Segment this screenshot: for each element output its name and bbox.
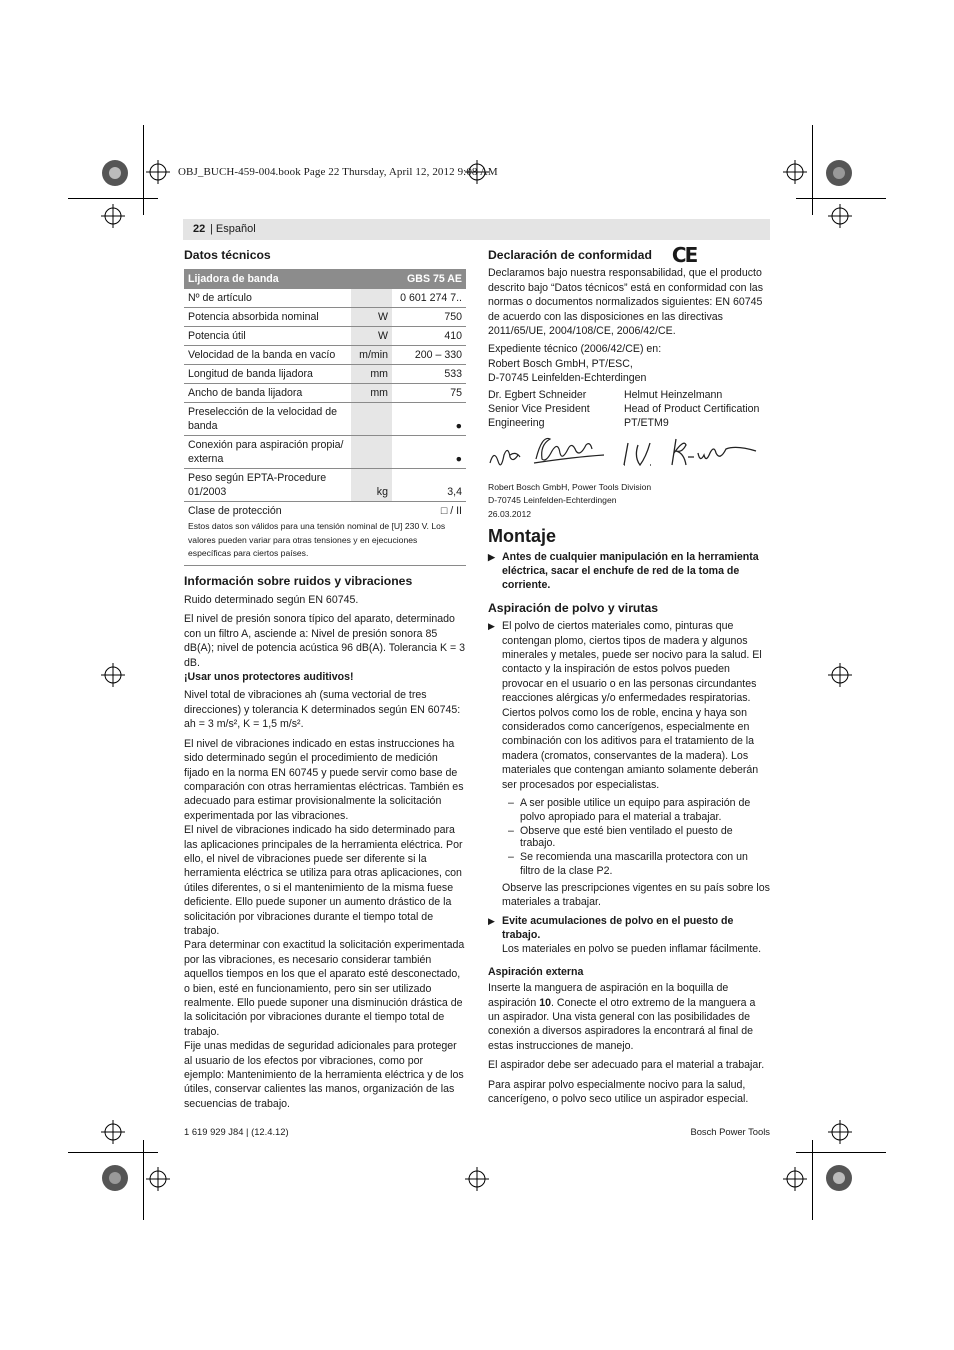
asp-warning: ▶ Evite acumulaciones de polvo en el puesto de trabajo. Los materiales en polvo se pueden inflamar fácilmente. (488, 914, 762, 956)
noise-paragraph: El nivel de vibraciones indicado en estas instrucciones ha sido determinado según el procedimiento de medición fijado en la norma EN 60745 y puede servir como base de comparación con otras herramientas eléctricas. También es adecuado para estimar provisionalmente la solicitación experimentada por las vibraciones. (184, 737, 464, 822)
noise-paragraph: Nivel total de vibraciones ah (suma vectorial de tres direcciones) y tolerancia K determinados según EN 60745: (184, 689, 461, 716)
table-row: Conexión para aspiración propia/ externa ● (184, 436, 466, 469)
company-line: D-70745 Leinfelden-Echterdingen (488, 495, 617, 506)
asp-bullet: ▶ El polvo de ciertos materiales como, pinturas que contengan plomo, ciertos tipos de madera y algunos minerales y metales, puede ser nocivo para la salud. El contacto y la inspiración de estos polvos pueden provocar en el usuario o en las personas circundantes reacciones alérgicas y/o enfermedades respiratorias. Ciertos polvos como los de roble, encina y haya son considerados como cancerígenos, especialmente en combinación con los aditivos para el tratamiento de la madera (cromatos, conservantes de la madera). Los materiales que contengan amianto solamente deberán ser procesados por especialistas. (488, 620, 762, 791)
spec-table-header (184, 269, 466, 289)
decl-line: Robert Bosch GmbH, PT/ESC, (488, 357, 633, 370)
signatory-2: Helmut Heinzelmann Head of Product Certification PT/ETM9 (624, 388, 760, 430)
noise-warning: ¡Usar unos protectores auditivos! (184, 671, 354, 684)
crosshair-icon (828, 204, 852, 228)
noise-paragraph: Fije unas medidas de seguridad adicionales para proteger al usuario de los efectos por vibraciones, como por ejemplo: Mantenimiento de la herramienta eléctrica y de los útiles, conservar calientes las manos, organización de las secuencias de trabajo. (184, 1040, 464, 1110)
decl-line: D-70745 Leinfelden-Echterdingen (488, 372, 647, 385)
table-note: Estos datos son válidos para una tensión nominal de [U] 230 V. Los valores pueden variar para otras tensiones y en ejecuciones específicas para ciertos países. (184, 520, 466, 565)
triangle-bullet-icon: ▶ (488, 551, 495, 562)
table-row: Clase de protección □ / II (188, 505, 462, 518)
company-line: Robert Bosch GmbH, Power Tools Division (488, 481, 652, 492)
noise-paragraph: Ruido determinado según EN 60745. (184, 594, 359, 607)
ext-paragraph: Para aspirar polvo especialmente nocivo para la salud, cancerígeno, o polvo seco utilice un aspirador especial. (488, 1078, 749, 1106)
table-row: Peso según EPTA-Procedure 01/2003 kg 3,4 (184, 469, 466, 502)
crosshair-icon (465, 1167, 489, 1191)
decl-line: Expediente técnico (2006/42/CE) en: (488, 343, 662, 356)
table-row: Potencia útil W 410 (184, 327, 466, 346)
spec-head-label: Lijadora de banda (184, 269, 392, 289)
asp-paragraph: Observe las prescripciones vigentes en su país sobre los materiales a trabajar. (502, 881, 770, 909)
triangle-bullet-icon: ▶ (488, 621, 495, 632)
asp-dash-item: – Observe que esté bien ventilado el puesto de trabajo. (508, 824, 733, 850)
left-column (184, 248, 466, 1111)
signatory-1: Dr. Egbert Schneider Senior Vice President Engineering (488, 388, 590, 430)
signatures-image (488, 433, 770, 477)
tech-title: Datos técnicos (184, 248, 271, 262)
crosshair-icon (783, 1167, 807, 1191)
ext-paragraph: El aspirador debe ser adecuado para el material a trabajar. (488, 1059, 765, 1072)
registration-target-icon (100, 1163, 130, 1193)
asp-dash-item: – A ser posible utilice un equipo para aspiración de polvo apropiado para el material a trabajar. (508, 797, 751, 824)
table-row: Preselección de la velocidad de banda ● (184, 403, 466, 436)
noise-paragraph: ah = 3 m/s², K = 1,5 m/s². (184, 718, 304, 731)
company-date: 26.03.2012 (488, 508, 532, 519)
triangle-bullet-icon: ▶ (488, 915, 495, 926)
page-header (183, 219, 770, 240)
page-number: 22 (193, 223, 206, 235)
crosshair-icon (146, 1167, 170, 1191)
signatories (488, 388, 770, 431)
montaje-title: Montaje (488, 526, 557, 547)
noise-paragraph: Para determinar con exactitud la solicitación experimentada por las vibraciones, es necesario considerar también aquellos tiempos en los que el aparato esté desconectado, o bien, esté en funcionamiento, pero sin ser utilizado realmente. Ello puede suponer una disminución drástica de la solicitación por vibraciones durante el tiempo total de trabajo. (184, 939, 465, 1038)
registration-target-icon (824, 1163, 854, 1193)
registration-target-icon (824, 158, 854, 188)
ext-title: Aspiración externa (488, 965, 584, 978)
asp-title: Aspiración de polvo y virutas (488, 600, 658, 615)
table-row: Potencia absorbida nominal W 750 (184, 308, 466, 327)
decl-paragraph: Declaramos bajo nuestra responsabilidad, que el producto descrito bajo “Datos técnicos” está en conformidad con las normas o documentos normalizados siguientes: EN 60745 de acuerdo con las disposiciones en las directivas 2011/65/UE, 2004/108/CE, 2006/42/CE. (488, 267, 763, 338)
noise-paragraph: El nivel de presión sonora típico del aparato, determinado con un filtro A, asciende a: Nivel de presión sonora 85 dB(A); nivel de potencia acústica 96 dB(A). Tolerancia K = 3 dB. (184, 613, 465, 669)
crosshair-icon (101, 663, 125, 687)
section-label: | Español (210, 223, 256, 235)
print-slug: OBJ_BUCH-459-004.book Page 22 Thursday, April 12, 2012 9:08 AM (178, 166, 498, 178)
right-column (488, 243, 770, 1112)
spec-head-model: GBS 75 AE (392, 269, 466, 289)
asp-dash-item: – Se recomienda una mascarilla protectora con un filtro de la clase P2. (508, 850, 748, 877)
table-row: Ancho de banda lijadora mm 75 (184, 384, 466, 403)
crosshair-icon (828, 1120, 852, 1144)
footer-left: 1 619 929 J84 | (12.4.12) (184, 1126, 289, 1137)
spec-table (184, 269, 466, 520)
table-row: Nº de artículo 0 601 274 7.. (184, 289, 466, 308)
decl-title: Declaración de conformidad (488, 248, 652, 262)
crosshair-icon (101, 1120, 125, 1144)
noise-paragraph: El nivel de vibraciones indicado ha sido determinado para las aplicaciones principales de la herramienta eléctrica. Por ello, el nivel de vibraciones puede ser diferente si la herramienta eléctrica se utiliza para otras aplicaciones, con útiles diferentes, o si el mantenimiento de la misma fuese deficiente. Ello puede suponer un aumento drástico de la solicitación por vibraciones durante el tiempo total de trabajo. (184, 824, 463, 937)
table-row: Velocidad de la banda en vacío m/min 200 – 330 (184, 346, 466, 365)
noise-title: Información sobre ruidos y vibraciones (184, 573, 413, 588)
crosshair-icon (146, 160, 170, 184)
table-row: Longitud de banda lijadora mm 533 (184, 365, 466, 384)
crosshair-icon (828, 663, 852, 687)
crosshair-icon (101, 204, 125, 228)
footer-right: Bosch Power Tools (690, 1126, 770, 1137)
ext-paragraph: Inserte la manguera de aspiración en la boquilla de aspiración 10. Conecte el otro extremo de la manguera a un aspirador. Una vista general con las posibilidades de conexión a diversos aspiradores la encontrará al final de estas instrucciones de manejo. (488, 982, 756, 1052)
decl-header (488, 243, 770, 267)
crosshair-icon (783, 160, 807, 184)
ce-mark-icon: CE (671, 243, 697, 267)
registration-target-icon (100, 158, 130, 188)
montaje-warning: ▶ Antes de cualquier manipulación en la herramienta eléctrica, sacar el enchufe de red de la toma de corriente. (488, 550, 759, 592)
